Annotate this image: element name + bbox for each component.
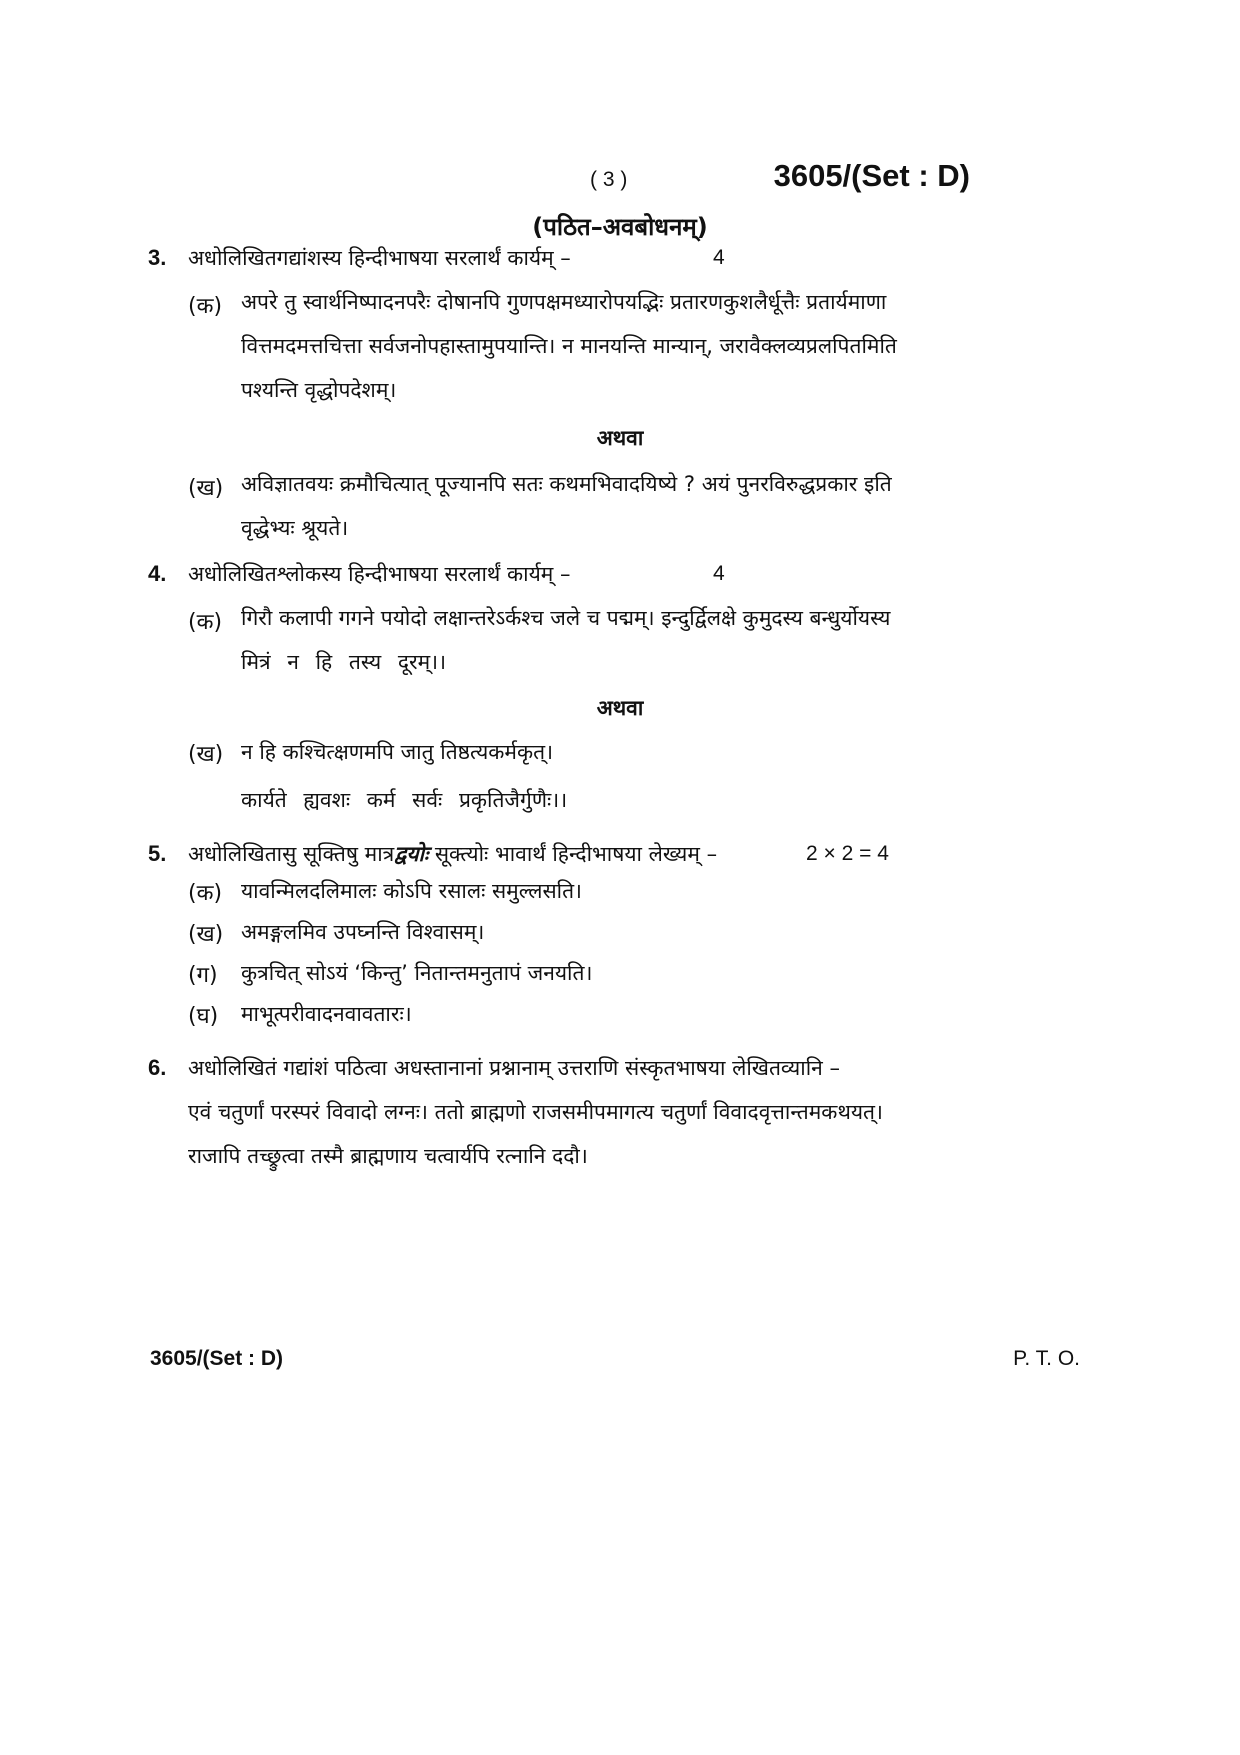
- q3-option-a-line-1: अपरे तु स्वार्थनिष्पादनपरैः दोषानपि गुणपक्षमध्यारोपयद्भिः प्रतारणकुशलैर्धूत्तैः प्रतार्यमाणा: [241, 290, 887, 314]
- q4-or-separator: अथवा: [596, 696, 644, 720]
- question-4-number: 4.: [148, 561, 167, 586]
- q5-item-text: यावन्मिलदलिमालः कोऽपि रसालः समुल्लसति।: [241, 879, 583, 903]
- q4-option-a-line-2: मित्रं न हि तस्य दूरम्।।: [241, 650, 447, 674]
- q4-option-b-line-1: न हि कश्चित्क्षणमपि जातु तिष्ठत्यकर्मकृत्।: [241, 740, 554, 764]
- question-6-number: 6.: [148, 1055, 167, 1080]
- q3-option-a-text: [241, 280, 973, 412]
- q3-option-b-label: (ख): [188, 476, 224, 501]
- q6-passage: [188, 1090, 973, 1178]
- question-5-instruction-emphasis: द्वयोः: [394, 842, 429, 866]
- question-3-marks: 4: [713, 246, 725, 269]
- q5-item-label: (क): [188, 881, 223, 906]
- question-4-marks: 4: [713, 562, 725, 585]
- please-turn-over: P. T. O.: [1013, 1347, 1080, 1370]
- question-5-number: 5.: [148, 841, 167, 866]
- section-title: (पठित–अवबोधनम्): [532, 213, 708, 241]
- question-6-instruction: अधोलिखितं गद्यांशं पठित्वा अधस्तानानां प्रश्नानाम् उत्तराणि संस्कृतभाषया लेखितव्यानि –: [188, 1056, 841, 1080]
- q3-option-b-line-2: वृद्धेभ्यः श्रूयते।: [241, 516, 349, 540]
- q5-item-text: कुत्रचित् सोऽयं ‘किन्तु’ नितान्तमनुतापं जनयति।: [241, 961, 593, 985]
- q3-option-b-line-1: अविज्ञातवयः क्रमौचित्यात् पूज्यानपि सतः कथमभिवादयिष्ये ? अयं पुनरविरुद्धप्रकार इति: [241, 472, 892, 496]
- q3-or-separator: अथवा: [596, 426, 644, 450]
- page-number: ( 3 ): [590, 168, 628, 191]
- paper-code-header: 3605/(Set : D): [773, 158, 970, 193]
- q4-option-b-label: (ख): [188, 742, 224, 767]
- question-3-number: 3.: [148, 245, 167, 270]
- q3-option-a-line-3: पश्यन्ति वृद्धोपदेशम्।: [241, 378, 397, 402]
- q3-option-b-text: [241, 462, 973, 550]
- q5-item-label: (ग): [188, 963, 218, 988]
- question-4-instruction: अधोलिखितश्लोकस्य हिन्दीभाषया सरलार्थं कार्यम् –: [188, 562, 571, 586]
- q5-item-label: (घ): [188, 1004, 219, 1029]
- q5-item-text: अमङ्गलमिव उपघ्नन्ति विश्वासम्।: [241, 920, 485, 944]
- question-5-instruction-post: सूक्त्योः भावार्थं हिन्दीभाषया लेख्यम् –: [428, 842, 718, 866]
- q6-passage-line-2: राजापि तच्छ्रुत्वा तस्मै ब्राह्मणाय चत्वार्यपि रत्नानि ददौ।: [188, 1144, 588, 1168]
- q3-option-a-line-2: वित्तमदमत्तचित्ता सर्वजनोपहास्तामुपयान्ति। न मानयन्ति मान्यान्, जरावैक्लव्यप्रलपितमिति: [241, 334, 897, 358]
- q3-option-a-label: (क): [188, 294, 223, 319]
- q5-item-label: (ख): [188, 922, 224, 947]
- q4-option-a-line-1: गिरौ कलापी गगने पयोदो लक्षान्तरेऽर्कश्च जले च पद्मम्। इन्दुर्द्विलक्षे कुमुदस्य बन्धुर्योयस्य: [241, 606, 891, 630]
- q4-option-a-label: (क): [188, 610, 223, 635]
- q6-passage-line-1: एवं चतुर्णां परस्परं विवादो लग्नः। ततो ब्राह्मणो राजसमीपमागत्य चतुर्णां विवादवृत्तान्तमकथयत्।: [188, 1100, 883, 1124]
- question-5-instruction-pre: अधोलिखितासु सूक्तिषु मात्र: [188, 842, 395, 866]
- question-3-instruction: अधोलिखितगद्यांशस्य हिन्दीभाषया सरलार्थं कार्यम् –: [188, 246, 571, 270]
- q4-option-b-line-2: कार्यते ह्यवशः कर्म सर्वः प्रकृतिजैर्गुणैः।।: [241, 788, 568, 812]
- q5-item-text: माभूत्परीवादनवावतारः।: [241, 1002, 412, 1026]
- paper-code-footer: 3605/(Set : D): [150, 1347, 284, 1370]
- question-5-instruction: [188, 840, 717, 868]
- question-5-marks: 2 × 2 = 4: [806, 842, 889, 865]
- q4-option-a-text: [241, 596, 973, 684]
